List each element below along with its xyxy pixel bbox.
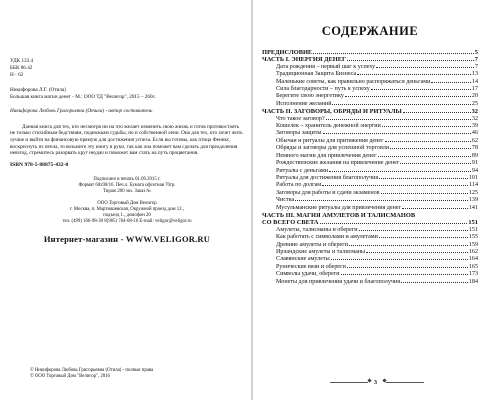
toc-entry — [262, 101, 478, 108]
toc-dot-leader — [357, 73, 471, 75]
toc-section — [262, 219, 478, 226]
toc-entry-page: 89 — [471, 152, 478, 159]
toc-dot-leader — [431, 81, 471, 83]
toc-entry-page: 164 — [468, 256, 478, 263]
toc-entry-label: Ритуалы для достижения благополучия — [276, 174, 379, 181]
publisher-line: тел. (499) 166-98-30 8(985) 784-08-16 E-mail: veligor@veligor.ru — [62, 218, 192, 224]
toc-entry-page: 91 — [471, 160, 478, 167]
toc-entry — [262, 190, 478, 197]
toc-entry-label: ЧАСТЬ II. ЗАГОВОРЫ, ОБРЯДЫ И РИТУАЛЫ — [262, 108, 402, 116]
toc-entry — [262, 168, 478, 175]
toc-entry-page: 101 — [468, 174, 478, 181]
ornament-right — [386, 382, 424, 383]
toc-entry — [262, 279, 478, 286]
toc-entry-label: Заговоры для работы и сдачи экзаменов — [276, 189, 380, 196]
toc-entry — [262, 242, 478, 249]
copyright-line: © ООО Торговый Дом "Велигор", 2016 — [30, 374, 110, 380]
toc-dot-leader — [379, 177, 468, 179]
toc-entry-page: 94 — [471, 167, 478, 174]
toc-dot-leader — [379, 236, 468, 238]
toc-entry-label: Работа по долгам — [276, 182, 322, 189]
publisher-line: подъезд 1., домофон 20 — [103, 212, 151, 218]
toc-entry-page: 78 — [471, 145, 478, 152]
toc-entry-page: 173 — [468, 271, 478, 278]
toc-entry-label: ЧАСТЬ III. МАГИЯ АМУЛЕТОВ И ТАЛИСМАНОВ — [262, 211, 416, 219]
ornament-diamond — [367, 378, 371, 382]
toc-dot-leader — [313, 52, 474, 54]
toc-entry — [262, 271, 478, 278]
page-number: 3 — [374, 380, 377, 386]
toc-dot-leader — [341, 273, 468, 275]
toc-dot-leader — [390, 147, 471, 149]
toc-entry-label: Исполнение желаний — [276, 100, 332, 107]
toc-entry-page: 184 — [468, 278, 478, 285]
toc-section — [262, 56, 478, 63]
toc-dot-leader — [378, 155, 471, 157]
toc-dot-leader — [349, 244, 468, 246]
publisher-line: г. Москва, п. Мартюшевская, Окружной проезд дом 12., — [70, 206, 184, 212]
compiler-line: Никифорова Любовь Григорьевна (Отила) - автор составитель — [10, 108, 153, 115]
toc-entry — [262, 71, 478, 78]
toc-title: СОДЕРЖАНИЕ — [321, 24, 419, 38]
toc-entry-label: Древние амулеты и обереги — [276, 241, 348, 248]
toc-entry — [262, 130, 478, 137]
toc-section — [262, 49, 478, 56]
toc-entry-page: 139 — [468, 197, 478, 204]
toc-entry-label: Чистка — [276, 197, 295, 204]
toc-entry-label: СО ВСЕГО СВЕТА — [262, 219, 319, 227]
toc-entry-page: 39 — [471, 123, 478, 130]
toc-entry-label: Рождественские желания на привлечение денег — [276, 160, 400, 167]
toc-entry — [262, 205, 478, 212]
toc-entry — [262, 145, 478, 152]
toc-dot-leader — [322, 184, 468, 186]
toc-dot-leader — [347, 59, 474, 61]
toc-entry-label: Монеты для привлечения удачи и благополучия — [276, 278, 400, 285]
imprint-block — [10, 177, 244, 195]
right-page — [252, 0, 500, 400]
toc-entry-page: 162 — [468, 248, 478, 255]
toc-dot-leader — [329, 170, 471, 172]
toc-dot-leader — [347, 266, 468, 268]
toc-entry-label: Рунические вязи и обереги — [276, 263, 346, 270]
publisher-line: ООО Торговый Дом Велигор — [97, 200, 157, 206]
toc-entry-label: Ирландские амулеты и талисманы — [276, 248, 366, 255]
toc-entry — [262, 182, 478, 189]
toc-entry-label: Обряды и заговоры для успешной торговли — [276, 145, 390, 152]
toc-entry — [262, 93, 478, 100]
toc-entry — [262, 79, 478, 86]
toc-entry-label: Как работать с символами и амулетами — [276, 234, 378, 241]
ornament-left — [330, 382, 368, 383]
publisher-block — [10, 201, 244, 225]
toc-entry-label: Заговоры защиты — [276, 130, 322, 137]
toc-entry — [262, 116, 478, 123]
toc-dot-leader — [320, 222, 468, 224]
toc-entry-page: 46 — [471, 130, 478, 137]
toc-entry-page: 7 — [474, 63, 478, 70]
toc-entry-page: 13 — [471, 71, 478, 78]
author-mark: Н - 62 — [10, 72, 24, 78]
toc-dot-leader — [403, 111, 471, 113]
toc-entry-label: Что такое заговор? — [276, 115, 325, 122]
toc-entry-page: 7 — [474, 56, 478, 64]
book-line: Большая книга магии денег - М.: ООО ТД "Велигор", 2015 – 260с. — [10, 93, 157, 100]
toc-dot-leader — [381, 192, 468, 194]
toc-dot-leader — [295, 199, 468, 201]
toc-entry-page: 159 — [468, 241, 478, 248]
udk-code: УДК 133.4 — [10, 58, 34, 64]
toc-entry-page: 17 — [471, 86, 478, 93]
toc-entry-label: Мусульманские ритуалы для привлечения денег — [276, 204, 402, 211]
toc-entry — [262, 197, 478, 204]
annotation: Данная книга для тех, кто несмотря ни на что желает изменить свою жизнь и готов противостоять не только стихийным бедствиям, подножкам судьбы, но и собственной лени. Она для тех, кто хочет жить лучше и выйти на финансовую прямую для достижения успеха. Если вы готовы, как птица Феникс, воскреснуть из пепла, то возьмите эту книгу в руки, так как она поможет вам сделать для преодоления невзгод, стремитесь разорвать круг неудач и поможет вам стать на путь процветания. — [10, 123, 243, 157]
imprint-line: Тираж 200 экз. Заказ № — [102, 188, 152, 194]
toc-entry — [262, 153, 478, 160]
toc-entry — [262, 234, 478, 241]
toc-entry — [262, 64, 478, 71]
toc-entry-label: Сила благодарности – путь к успеху — [276, 86, 370, 93]
toc-entry-page: 151 — [468, 226, 478, 233]
toc-dot-leader — [400, 162, 471, 164]
toc-entry-page: 141 — [468, 204, 478, 211]
toc-entry-label: Берегите свою энергетику — [276, 93, 344, 100]
toc-list — [262, 49, 478, 286]
toc-entry-page: 32 — [471, 115, 478, 122]
bbk-code: ББК 86.42 — [10, 65, 33, 71]
copyright-line: © Никифорова Любовь Григорьевна (Отила) - полные права — [30, 368, 154, 373]
toc-entry-page: 32 — [471, 108, 478, 116]
toc-entry-label: Амулеты, талисманы и обереги — [276, 226, 358, 233]
toc-dot-leader — [326, 118, 471, 120]
toc-entry-label: Традиционная Защита Бизнеса — [276, 71, 357, 78]
toc-entry — [262, 123, 478, 130]
toc-entry-label: Дата рождения – первый шаг к успеху — [276, 63, 376, 70]
toc-entry-page: 125 — [468, 189, 478, 196]
toc-entry-page: 5 — [474, 49, 478, 56]
toc-dot-leader — [382, 125, 471, 127]
toc-dot-leader — [366, 251, 468, 253]
toc-entry-page: 20 — [471, 93, 478, 100]
isbn: ISBN 978-5-88875-432-0 — [10, 161, 69, 168]
toc-dot-leader — [401, 281, 468, 283]
imprint-line: Формат 60х90/16. Печ.л. Бумага офсетная 70гр. — [78, 182, 176, 188]
toc-section — [262, 108, 478, 115]
toc-entry-label: Немного магии для привлечения денег — [276, 152, 377, 159]
toc-entry-label: ЧАСТЬ I. ЭНЕРГИЯ ДЕНЕГ — [262, 56, 347, 64]
toc-entry-label: ПРЕДИСЛОВИЕ — [262, 49, 313, 56]
toc-entry-page: 165 — [468, 263, 478, 270]
toc-dot-leader — [323, 132, 471, 134]
toc-entry-label: Символы удачи, обереги — [276, 271, 340, 278]
toc-entry-label: Обычаи и ритуалы для притяжения денег — [276, 137, 384, 144]
toc-entry-page: 62 — [471, 137, 478, 144]
toc-entry — [262, 86, 478, 93]
toc-entry-label: Ритуалы с деньгами — [276, 167, 329, 174]
toc-dot-leader — [332, 103, 470, 105]
toc-entry — [262, 256, 478, 263]
toc-entry-page: 25 — [471, 100, 478, 107]
author-line: Никифорова Л.Г. (Отила) — [10, 87, 66, 93]
online-shop-line: Интернет-магазин - WWW.VELIGOR.RU — [43, 233, 211, 244]
toc-dot-leader — [376, 66, 474, 68]
toc-entry-label: Кошелек – хранитель денежной энергии — [276, 123, 381, 130]
toc-entry-page: 151 — [468, 219, 478, 227]
toc-dot-leader — [359, 229, 468, 231]
toc-dot-leader — [331, 258, 468, 260]
toc-entry — [262, 249, 478, 256]
toc-section — [262, 212, 478, 219]
toc-dot-leader — [385, 140, 471, 142]
toc-entry-label: Славянские амулеты — [276, 256, 330, 263]
toc-entry — [262, 160, 478, 167]
toc-dot-leader — [402, 207, 468, 209]
toc-entry-page: 14 — [471, 78, 478, 85]
imprint-line: Подписано в печать 01.09.2015 г. — [93, 176, 161, 182]
toc-entry-page: 155 — [468, 234, 478, 241]
toc-entry-label: Маленькие советы, как правильно распоряжаться деньгами — [276, 78, 431, 85]
toc-dot-leader — [371, 88, 471, 90]
toc-dot-leader — [345, 95, 471, 97]
copyright-block — [30, 368, 153, 380]
toc-entry-page: 114 — [469, 182, 478, 189]
